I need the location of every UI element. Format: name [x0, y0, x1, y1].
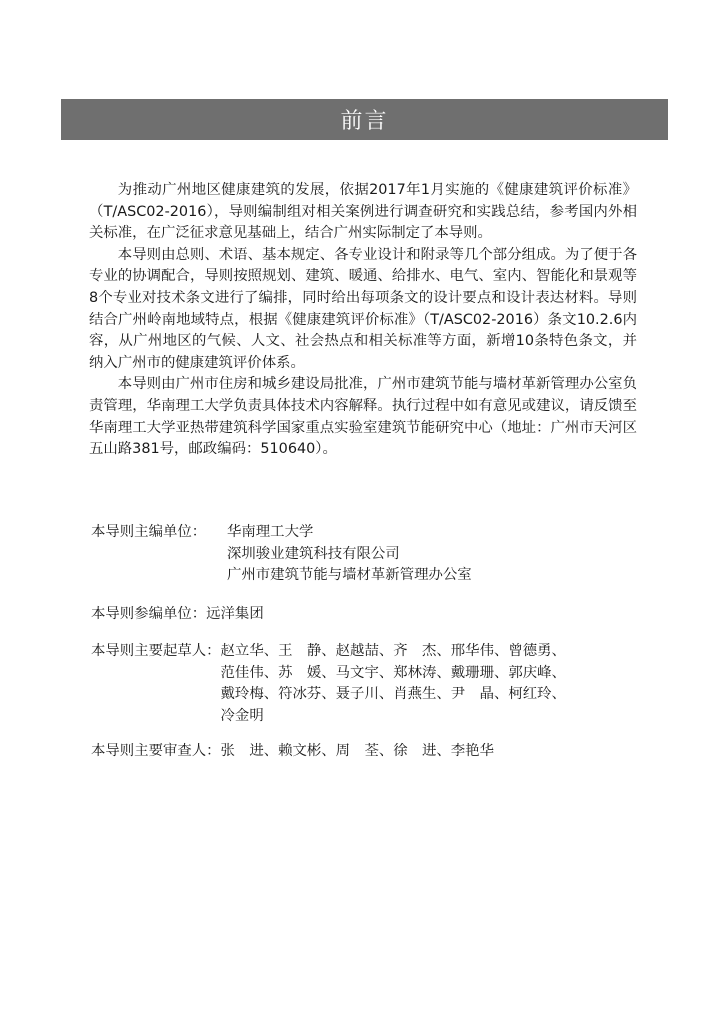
page-title: 前言 [340, 109, 389, 134]
drafters-line: 戴玲梅、符冰芬、聂子川、肖燕生、尹 晶、柯红玲、 [220, 686, 566, 703]
paragraph-structure: 本导则由总则、术语、基本规定、各专业设计和附录等几个部分组成。为了便于各专业的协调配合，导则按照规划、建筑、暖通、给排水、电气、室内、智能化和景观等8个专业对技术条文进行了编排，同时给出每项条文的设计要点和设计表达材料。导则结合广州岭南地域特点，根据《健康建筑评价标准》（T/ASC02-2016）条文10.2.6内容，从广州地区的气候、人文、社会热点和相关标准等方面，新增10条特色条文，并纳入广州市的健康建筑评价体系。 [89, 246, 637, 371]
paragraph-management: 本导则由广州市住房和城乡建设局批准，广州市建筑节能与墙材革新管理办公室负责管理，华南理工大学负责具体技术内容解释。执行过程中如有意见或建议，请反馈至华南理工大学亚热带建筑科学国家重点实验室建筑节能研究中心（地址：广州市天河区五山路381号，邮政编码：510640）。 [89, 376, 637, 458]
main-drafters [91, 641, 621, 727]
chief-editor-unit: 广州市建筑节能与墙材革新管理办公室 [227, 567, 472, 584]
title-banner [61, 99, 668, 140]
chief-editor-list [227, 522, 472, 587]
chief-editor-unit: 华南理工大学 [227, 524, 314, 540]
drafters-list [221, 641, 621, 727]
main-reviewers [91, 741, 494, 763]
chief-editor-label: 本导则主编单位： [91, 524, 207, 540]
reviewers-value: 张 进、赖文彬、周 荃、徐 进、李艳华 [220, 743, 494, 759]
co-editor-label: 本导则参编单位： [91, 606, 207, 622]
preface-body [89, 180, 637, 461]
drafters-line: 范佳伟、苏 媛、马文宇、郑林涛、戴珊珊、郭庆峰、 [220, 664, 566, 681]
drafters-line: 赵立华、王 静、赵越喆、齐 杰、邢华伟、曾德勇、 [220, 643, 566, 659]
co-editor-value: 远洋集团 [206, 606, 264, 622]
chief-editor-unit: 深圳骏业建筑科技有限公司 [227, 545, 400, 562]
co-editor-units [91, 604, 264, 626]
drafters-label: 本导则主要起草人： [91, 643, 221, 659]
drafters-line: 冷金明 [220, 707, 264, 724]
chief-editor-units [91, 522, 472, 587]
reviewers-label: 本导则主要审查人： [91, 743, 221, 759]
paragraph-background: 为推动广州地区健康建筑的发展，依据2017年1月实施的《健康建筑评价标准》（T/ASC02-2016），导则编制组对相关案例进行调查研究和实践总结，参考国内外相关标准，在广泛征求意见基础上，结合广州实际制定了本导则。 [89, 182, 637, 242]
